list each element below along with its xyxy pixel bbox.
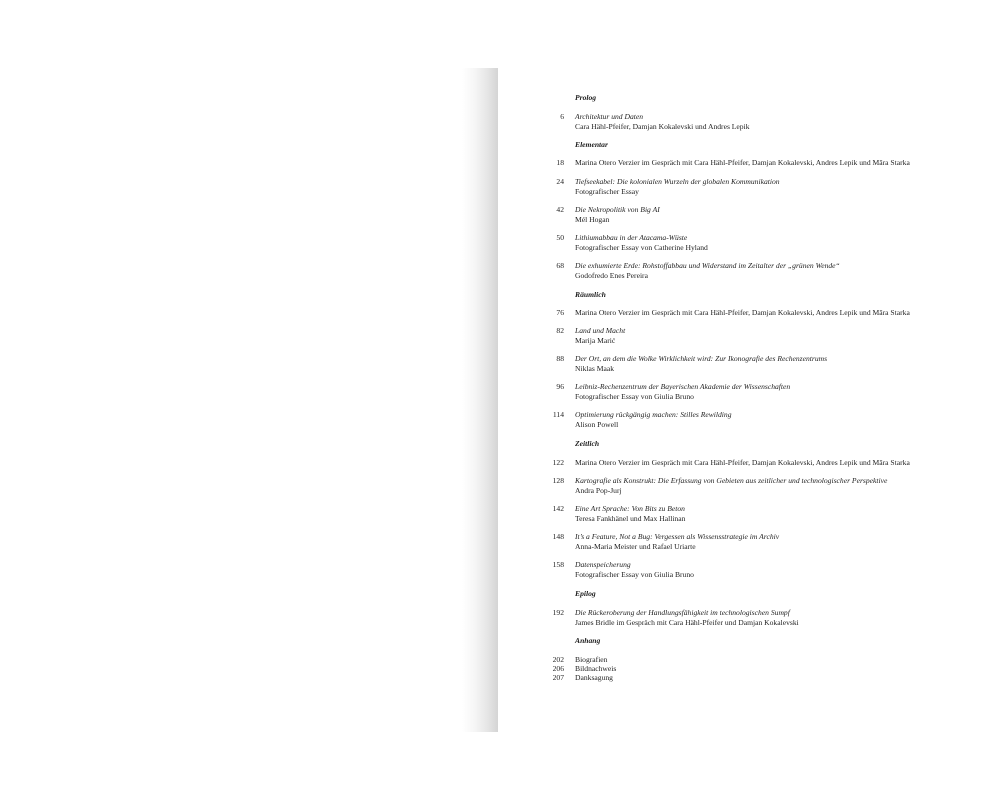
entry-title: Danksagung — [575, 673, 613, 682]
entry-title: Lithiumabbau in der Atacama-Wüste — [575, 233, 688, 242]
page-number: 50 — [556, 233, 564, 242]
section-heading-raeumlich: Räumlich — [575, 290, 606, 299]
page-number: 82 — [556, 326, 564, 335]
page-number: 76 — [556, 308, 564, 317]
entry-title: Die exhumierte Erde: Rohstoffabbau und Widerstand im Zeitalter der „grünen Wende“ — [575, 261, 840, 270]
entry-title: Die Nekropolitik von Big AI — [575, 205, 660, 214]
page-number: 96 — [556, 382, 564, 391]
entry-author: Fotografischer Essay von Giulia Bruno — [575, 569, 694, 579]
entry-title: Die Rückeroberung der Handlungsfähigkeit im technologischen Sumpf — [575, 608, 790, 617]
entry-title: It’s a Feature, Not a Bug: Vergessen als Wissensstrategie im Archiv — [575, 532, 780, 541]
page-number: 207 — [552, 673, 564, 682]
entry-title: Tiefseekabel: Die kolonialen Wurzeln der globalen Kommunikation — [575, 177, 780, 186]
page-number: 128 — [552, 476, 564, 485]
entry-author: Teresa Fankhänel und Max Hallinan — [575, 513, 686, 523]
entry-author: Marija Marić — [575, 335, 616, 345]
page-number: 192 — [552, 608, 564, 617]
page-number: 202 — [552, 655, 564, 664]
page-number: 122 — [552, 458, 564, 467]
left-page — [0, 68, 498, 732]
entry-author: Niklas Maak — [575, 363, 615, 373]
entry-title: Land und Macht — [575, 326, 626, 335]
entry-author: Alison Powell — [575, 419, 619, 429]
section-heading-prolog: Prolog — [575, 93, 597, 102]
entry-title: Marina Otero Verzier im Gespräch mit Cara Hähl-Pfeifer, Damjan Kokalevski, Andres Lepik und Māra Starka — [575, 308, 910, 317]
page-number: 206 — [552, 664, 564, 673]
page-number: 42 — [556, 205, 564, 214]
page-number: 114 — [552, 410, 564, 419]
page-number: 18 — [556, 158, 564, 167]
page-number: 88 — [556, 354, 564, 363]
entry-author: Fotografischer Essay von Catherine Hyland — [575, 242, 708, 252]
section-heading-epilog: Epilog — [575, 589, 596, 598]
page-number: 24 — [556, 177, 564, 186]
entry-author: James Bridle im Gespräch mit Cara Hähl-Pfeifer und Damjan Kokalevski — [575, 617, 799, 627]
entry-author: Fotografischer Essay — [575, 186, 639, 196]
entry-title: Architektur und Daten — [575, 112, 644, 121]
section-heading-anhang: Anhang — [575, 636, 601, 645]
section-heading-zeitlich: Zeitlich — [575, 439, 600, 448]
entry-title: Biografien — [575, 655, 608, 664]
entry-author: Anna-Maria Meister und Rafael Uriarte — [575, 541, 696, 551]
page-number: 158 — [552, 560, 564, 569]
page-number: 68 — [556, 261, 564, 270]
entry-title: Der Ort, an dem die Wolke Wirklichkeit wird: Zur Ikonografie des Rechenzentrums — [575, 354, 828, 363]
entry-author: Cara Hähl-Pfeifer, Damjan Kokalevski und Andres Lepik — [575, 121, 750, 131]
entry-title: Leibniz-Rechenzentrum der Bayerischen Akademie der Wissenschaften — [575, 382, 791, 391]
entry-author: Mél Hogan — [575, 214, 610, 224]
entry-title: Marina Otero Verzier im Gespräch mit Cara Hähl-Pfeifer, Damjan Kokalevski, Andres Lepik und Māra Starka — [575, 158, 910, 167]
entry-title: Optimierung rückgängig machen: Stilles Rewilding — [575, 410, 732, 419]
entry-title: Eine Art Sprache: Von Bits zu Beton — [575, 504, 685, 513]
section-heading-elementar: Elementar — [575, 140, 608, 149]
page-number: 148 — [552, 532, 564, 541]
table-of-contents — [498, 68, 968, 732]
page-number: 142 — [552, 504, 564, 513]
right-page — [498, 68, 968, 732]
entry-author: Andra Pop-Jurj — [575, 485, 622, 495]
page-number: 6 — [560, 112, 564, 121]
entry-author: Godofredo Enes Pereira — [575, 270, 648, 280]
entry-title: Datenspeicherung — [575, 560, 631, 569]
book-gutter-shadow — [462, 68, 498, 732]
entry-author: Fotografischer Essay von Giulia Bruno — [575, 391, 694, 401]
entry-title: Bildnachweis — [575, 664, 617, 673]
entry-title: Marina Otero Verzier im Gespräch mit Cara Hähl-Pfeifer, Damjan Kokalevski, Andres Lepik und Māra Starka — [575, 458, 910, 467]
entry-title: Kartografie als Konstrukt: Die Erfassung von Gebieten aus zeitlicher und technologischer Perspektive — [575, 476, 888, 485]
